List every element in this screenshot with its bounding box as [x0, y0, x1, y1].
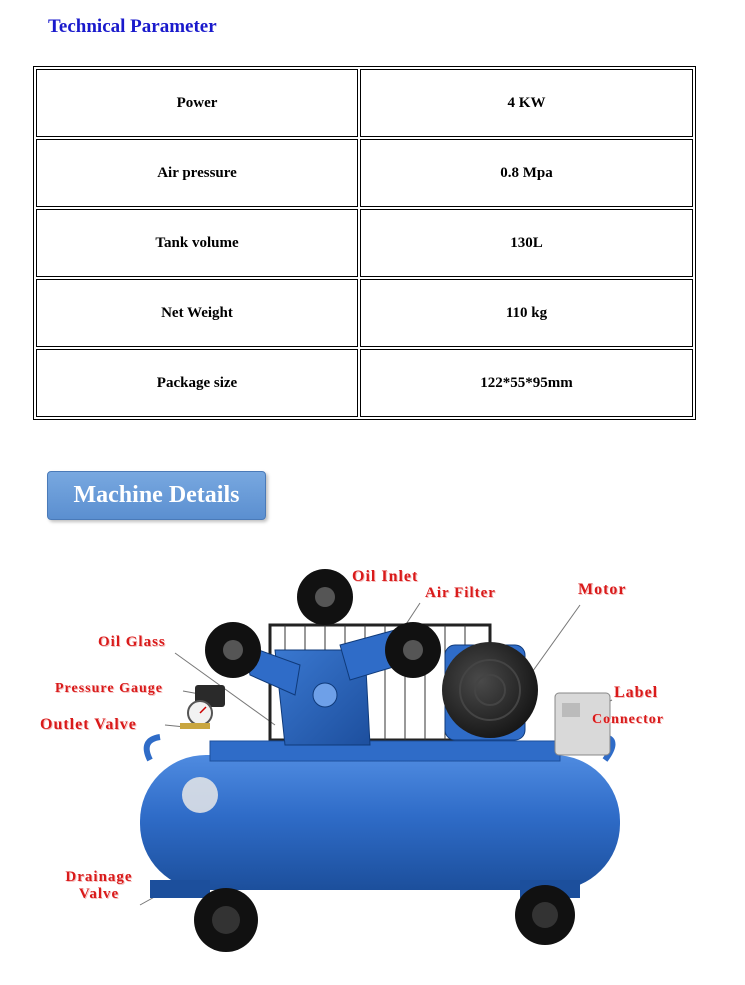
param-label: Net Weight [36, 279, 358, 347]
table-row [36, 209, 693, 277]
param-value: 0.8 Mpa [360, 139, 693, 207]
param-value: 122*55*95mm [360, 349, 693, 417]
callout-drainage-valve [54, 869, 144, 903]
param-value: 130L [360, 209, 693, 277]
callout-outlet-valve: Outlet Valve [40, 716, 137, 733]
technical-parameter-table [33, 66, 696, 420]
table-row [36, 139, 693, 207]
air-tank [140, 755, 620, 890]
table-row [36, 69, 693, 137]
callout-motor: Motor [578, 581, 627, 598]
callout-label: Label [614, 684, 659, 701]
technical-parameter-title: Technical Parameter [48, 16, 217, 37]
param-label: Air pressure [36, 139, 358, 207]
motor-fan [442, 642, 538, 738]
callout-pressure-gauge: Pressure Gauge [55, 681, 163, 696]
callout-air-filter: Air Filter [425, 585, 496, 601]
callout-drainage-line1: Drainage [65, 869, 133, 885]
table-row [36, 349, 693, 417]
wheels [194, 885, 575, 952]
param-label: Power [36, 69, 358, 137]
param-label: Package size [36, 349, 358, 417]
param-label: Tank volume [36, 209, 358, 277]
callout-drainage-line2: Valve [78, 886, 120, 902]
machine-details-badge: Machine Details [47, 471, 266, 520]
param-value: 110 kg [360, 279, 693, 347]
callout-connector: Connector [592, 712, 664, 727]
callout-oil-inlet: Oil Inlet [352, 568, 419, 585]
table-row [36, 279, 693, 347]
callout-oil-glass: Oil Glass [98, 634, 166, 650]
param-value: 4 KW [360, 69, 693, 137]
